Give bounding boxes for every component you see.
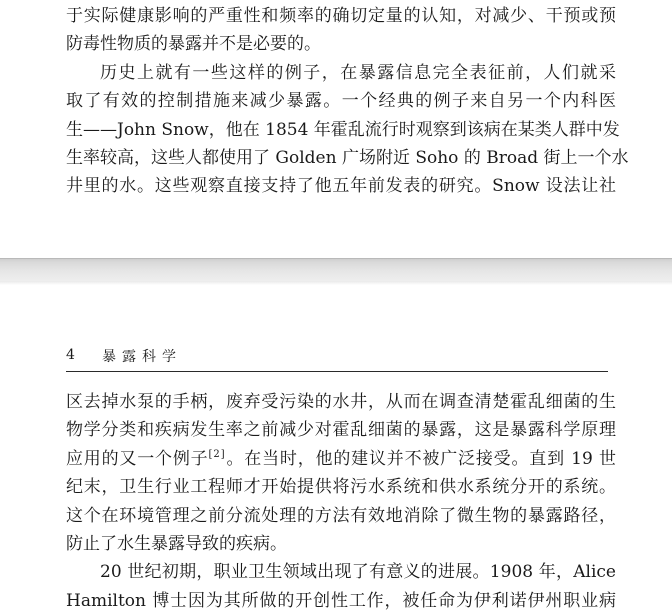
text-line: 物学分类和疾病发生率之前减少对霍乱细菌的暴露，这是暴露科学原理 (66, 420, 616, 441)
text-line: 防止了水生暴露导致的疾病。 (66, 533, 287, 554)
document-page-upper (0, 0, 672, 258)
text-line: 生率较高，这些人都使用了 Golden 广场附近 Soho 的 Broad 街上一个水 (66, 147, 629, 168)
text-line-with-citation (66, 445, 616, 473)
text-line: 于实际健康影响的严重性和频率的确切定量的认知，对减少、干预或预 (66, 6, 616, 26)
page-number: 4 (66, 347, 75, 363)
text-line: 历史上就有一些这样的例子，在暴露信息完全表征前，人们就采 (100, 62, 616, 83)
text-line: 防毒性物质的暴露并不是必要的。 (66, 34, 321, 55)
text-segment: 应用的又一个例子 (66, 448, 209, 469)
text-line: 取了有效的控制措施来减少暴露。一个经典的例子来自另一个内科医 (66, 91, 616, 112)
paragraph-block-lower (66, 388, 616, 614)
page-edge-shadow (0, 281, 672, 285)
text-line: 这个在环境管理之前分流处理的方法有效地消除了微生物的暴露路径， (66, 505, 616, 526)
paragraph-block-upper (66, 2, 629, 201)
running-title: 暴露科学 (102, 349, 182, 365)
running-header (66, 343, 608, 372)
citation-reference[interactable]: [2] (208, 448, 226, 460)
text-line: 生——John Snow，他在 1854 年霍乱流行时观察到该病在某类人群中发 (66, 119, 620, 140)
text-line: 20 世纪初期，职业卫生领域出现了有意义的进展。1908 年，Alice (100, 562, 616, 583)
page-separator (0, 258, 672, 281)
text-line: Hamilton 博士因为其所做的开创性工作，被任命为伊利诺伊州职业病 (66, 590, 616, 611)
text-line: 区去掉水泵的手柄，废弃受污染的水井，从而在调查清楚霍乱细菌的生 (66, 392, 616, 412)
text-line: 井里的水。这些观察直接支持了他五年前发表的研究。Snow 设法让社 (66, 176, 616, 197)
text-line: 纪末，卫生行业工程师才开始提供将污水系统和供水系统分开的系统。 (66, 477, 616, 498)
text-segment: 。在当时，他的建议并不被广泛接受。直到 19 世 (225, 448, 616, 469)
